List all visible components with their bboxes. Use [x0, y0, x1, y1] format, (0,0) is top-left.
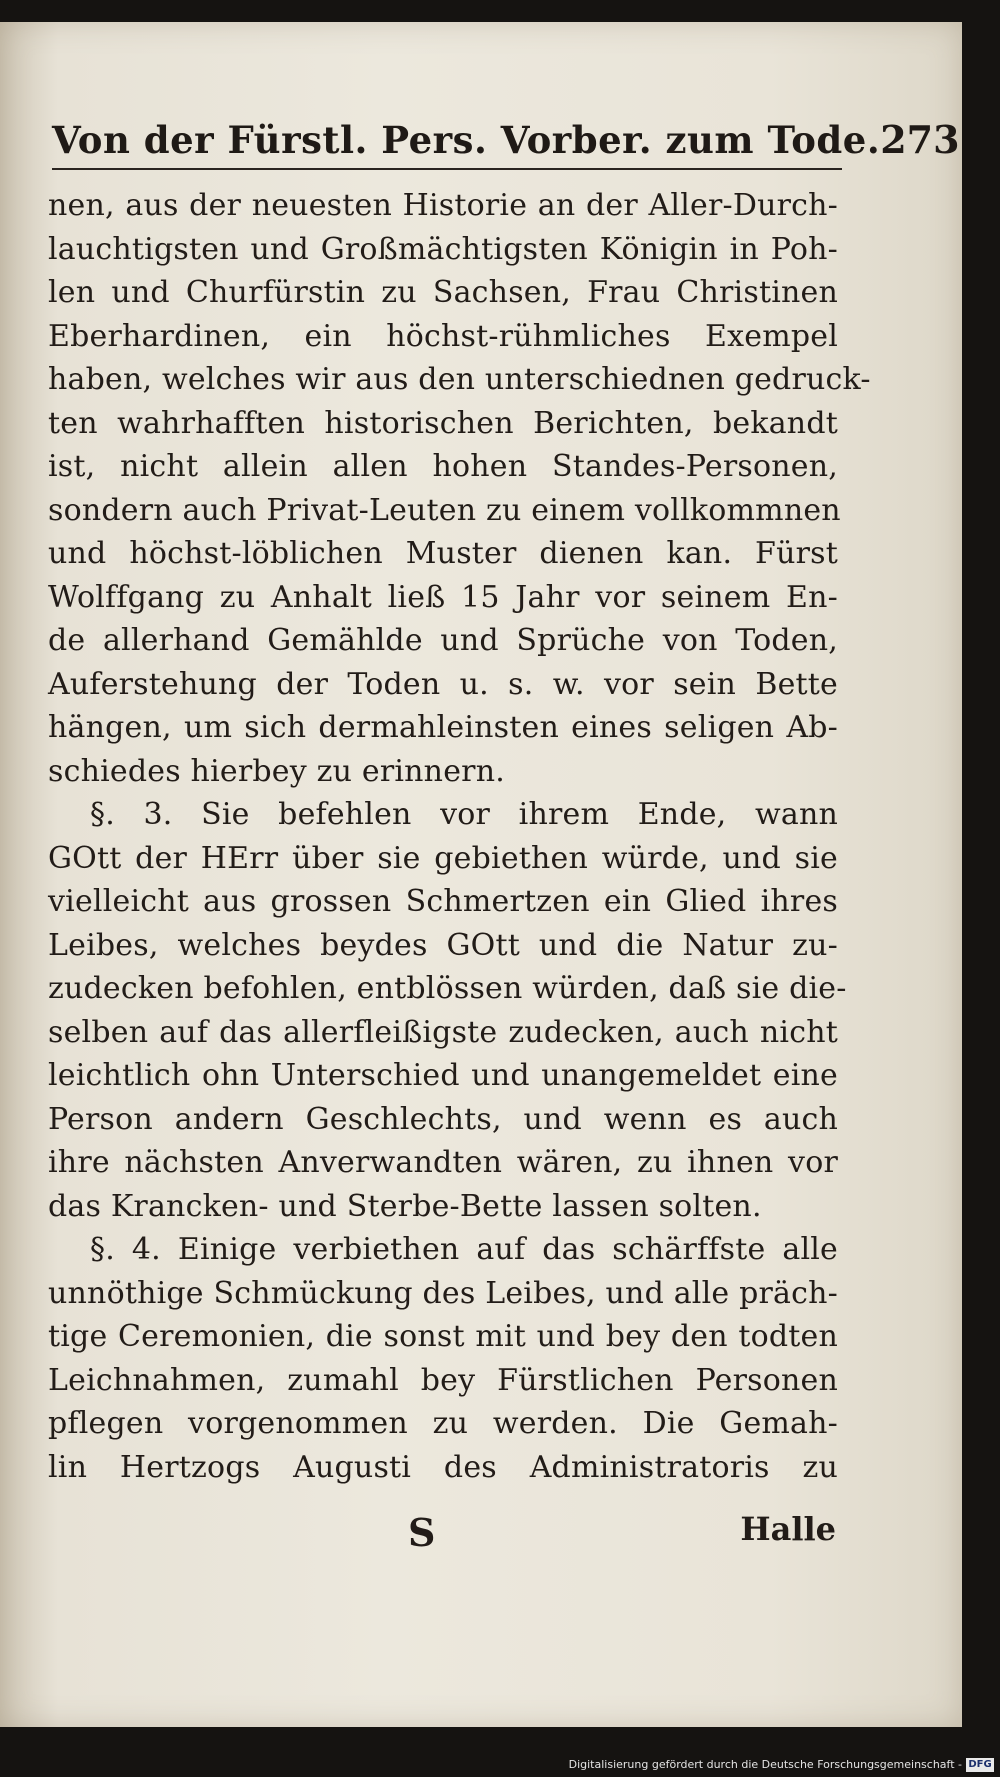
text-line: das Krancken- und Sterbe-Bette lassen solten.: [48, 1188, 762, 1224]
text-line: ist, nicht allein allen hohen Standes-Personen,: [48, 449, 838, 484]
text-line: pflegen vorgenommen zu werden. Die Gemah-: [48, 1406, 838, 1441]
text-line: hängen, um sich dermahleinsten eines seligen Ab-: [48, 710, 838, 745]
text-line: leichtlich ohn Unterschied und unangemeldet eine: [48, 1058, 838, 1093]
text-line: ihre nächsten Anverwandten wären, zu ihnen vor: [48, 1145, 838, 1180]
credit-text: Digitalisierung gefördert durch die Deutsche Forschungsgemeinschaft -: [568, 1758, 962, 1771]
text-line: tige Ceremonien, die sonst mit und bey den todten: [48, 1319, 838, 1354]
text-line: Leibes, welches beydes GOtt und die Natur zu-: [48, 927, 838, 963]
text-line: ten wahrhafften historischen Berichten, bekandt: [48, 405, 838, 441]
section-line: §. 4. Einige verbiethen auf das schärffste alle: [90, 1232, 838, 1267]
text-line: vielleicht aus grossen Schmertzen ein Glied ihres: [48, 884, 838, 919]
page-header: [52, 92, 960, 170]
section-line: §. 3. Sie befehlen vor ihrem Ende, wann: [90, 797, 838, 832]
page-footer: [48, 1510, 838, 1566]
text-line: Eberhardinen, ein höchst-rühmliches Exempel: [48, 318, 838, 354]
body-text: [48, 184, 871, 1489]
text-line: lin Hertzogs Augusti des Administratoris zu: [48, 1449, 838, 1485]
book-page: [0, 22, 962, 1727]
signature-mark: S: [408, 1510, 436, 1555]
text-line: nen, aus der neuesten Historie an der Aller-Durch-: [48, 188, 838, 223]
text-line: selben auf das allerfleißigste zudecken, auch nicht: [48, 1014, 838, 1050]
text-line: lauchtigsten und Großmächtigsten Königin in Poh-: [48, 231, 838, 267]
dfg-logo-icon: DFG: [966, 1758, 994, 1772]
text-line: Person andern Geschlechts, und wenn es auch: [48, 1101, 838, 1137]
text-line: und höchst-löblichen Muster dienen kan. Fürst: [48, 536, 838, 571]
text-line: haben, welches wir aus den unterschiednen gedruck-: [48, 362, 871, 397]
text-line: Wolffgang zu Anhalt ließ 15 Jahr vor seinem En-: [48, 579, 838, 615]
text-line: sondern auch Privat-Leuten zu einem vollkommnen: [48, 492, 841, 528]
text-line: GOtt der HErr über sie gebiethen würde, und sie: [48, 840, 838, 876]
text-line: unnöthige Schmückung des Leibes, und alle präch-: [48, 1275, 838, 1311]
catchword: Halle: [740, 1510, 836, 1548]
text-line: de allerhand Gemählde und Sprüche von Toden,: [48, 623, 838, 658]
text-line: Leichnahmen, zumahl bey Fürstlichen Personen: [48, 1362, 838, 1398]
credit-bar: [0, 1752, 1000, 1777]
running-head: Von der Fürstl. Pers. Vorber. zum Tode.: [52, 118, 881, 162]
text-line: zudecken befohlen, entblössen würden, daß sie die-: [48, 971, 847, 1006]
text-line: schiedes hierbey zu erinnern.: [48, 753, 505, 789]
page-number: 273: [880, 117, 960, 162]
text-line: Auferstehung der Toden u. s. w. vor sein Bette: [48, 666, 838, 702]
text-line: len und Churfürstin zu Sachsen, Frau Christinen: [48, 275, 838, 310]
